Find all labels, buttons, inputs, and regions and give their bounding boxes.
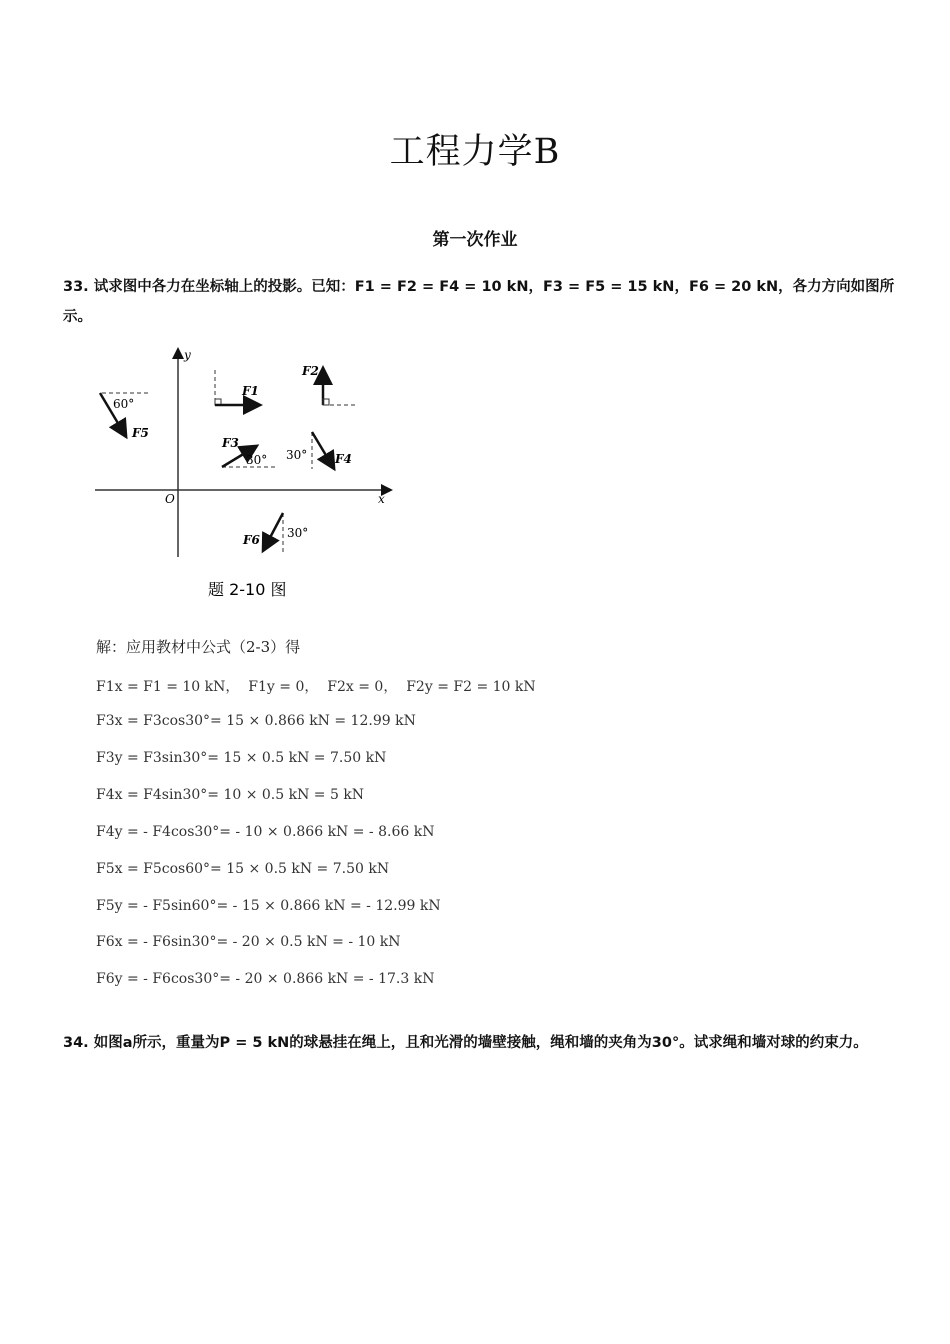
f4-angle-label: 30° bbox=[286, 448, 308, 462]
f4-arrow bbox=[312, 432, 333, 467]
solution-intro: 解：应用教材中公式（2-3）得 bbox=[96, 638, 301, 656]
solution-line: F5x = F5cos60°= 15 × 0.5 kN = 7.50 kN bbox=[96, 861, 390, 877]
solution-line: F6x = - F6sin30°= - 20 × 0.5 kN = - 10 kN bbox=[96, 934, 401, 950]
f3-angle-label: 30° bbox=[246, 453, 268, 467]
f2-label: F2 bbox=[302, 364, 319, 378]
origin-label: O bbox=[165, 492, 175, 506]
question-33: 33. 试求图中各力在坐标轴上的投影。已知：F1 = F2 = F4 = 10 kN，F3 = F5 = 15 kN，F6 = 20 kN，各力方向如图所示。 bbox=[63, 279, 895, 325]
y-axis-label: y bbox=[184, 348, 191, 362]
force-diagram bbox=[90, 345, 400, 605]
x-axis-label: x bbox=[378, 492, 385, 506]
solution-line: F1x = F1 = 10 kN， F1y = 0， F2x = 0， F2y = F2 = 10 kN bbox=[96, 679, 536, 695]
solution-line: F4y = - F4cos30°= - 10 × 0.866 kN = - 8.66 kN bbox=[96, 824, 435, 840]
f6-arrow bbox=[264, 513, 283, 549]
section-subtitle: 第一次作业 bbox=[432, 230, 518, 250]
f5-angle-label: 60° bbox=[113, 397, 135, 411]
solution-line: F3y = F3sin30°= 15 × 0.5 kN = 7.50 kN bbox=[96, 750, 387, 766]
page-title: 工程力学B bbox=[389, 132, 561, 172]
solution-line: F4x = F4sin30°= 10 × 0.5 kN = 5 kN bbox=[96, 787, 365, 803]
question-34: 34. 如图a所示，重量为P = 5 kN的球悬挂在绳上，且和光滑的墙壁接触，绳和墙的夹角为30°。试求绳和墙对球的约束力。 bbox=[63, 1035, 868, 1051]
f6-label: F6 bbox=[243, 533, 260, 547]
solution-line: F5y = - F5sin60°= - 15 × 0.866 kN = - 12.99 kN bbox=[96, 898, 441, 914]
f6-angle-label: 30° bbox=[287, 526, 309, 540]
f1-label: F1 bbox=[242, 384, 259, 398]
solution-line: F3x = F3cos30°= 15 × 0.866 kN = 12.99 kN bbox=[96, 713, 416, 729]
f3-label: F3 bbox=[222, 436, 239, 450]
figure-caption: 题 2-10 图 bbox=[208, 580, 287, 599]
f4-label: F4 bbox=[335, 452, 352, 466]
f5-label: F5 bbox=[132, 426, 149, 440]
solution-line: F6y = - F6cos30°= - 20 × 0.866 kN = - 17.3 kN bbox=[96, 971, 435, 987]
